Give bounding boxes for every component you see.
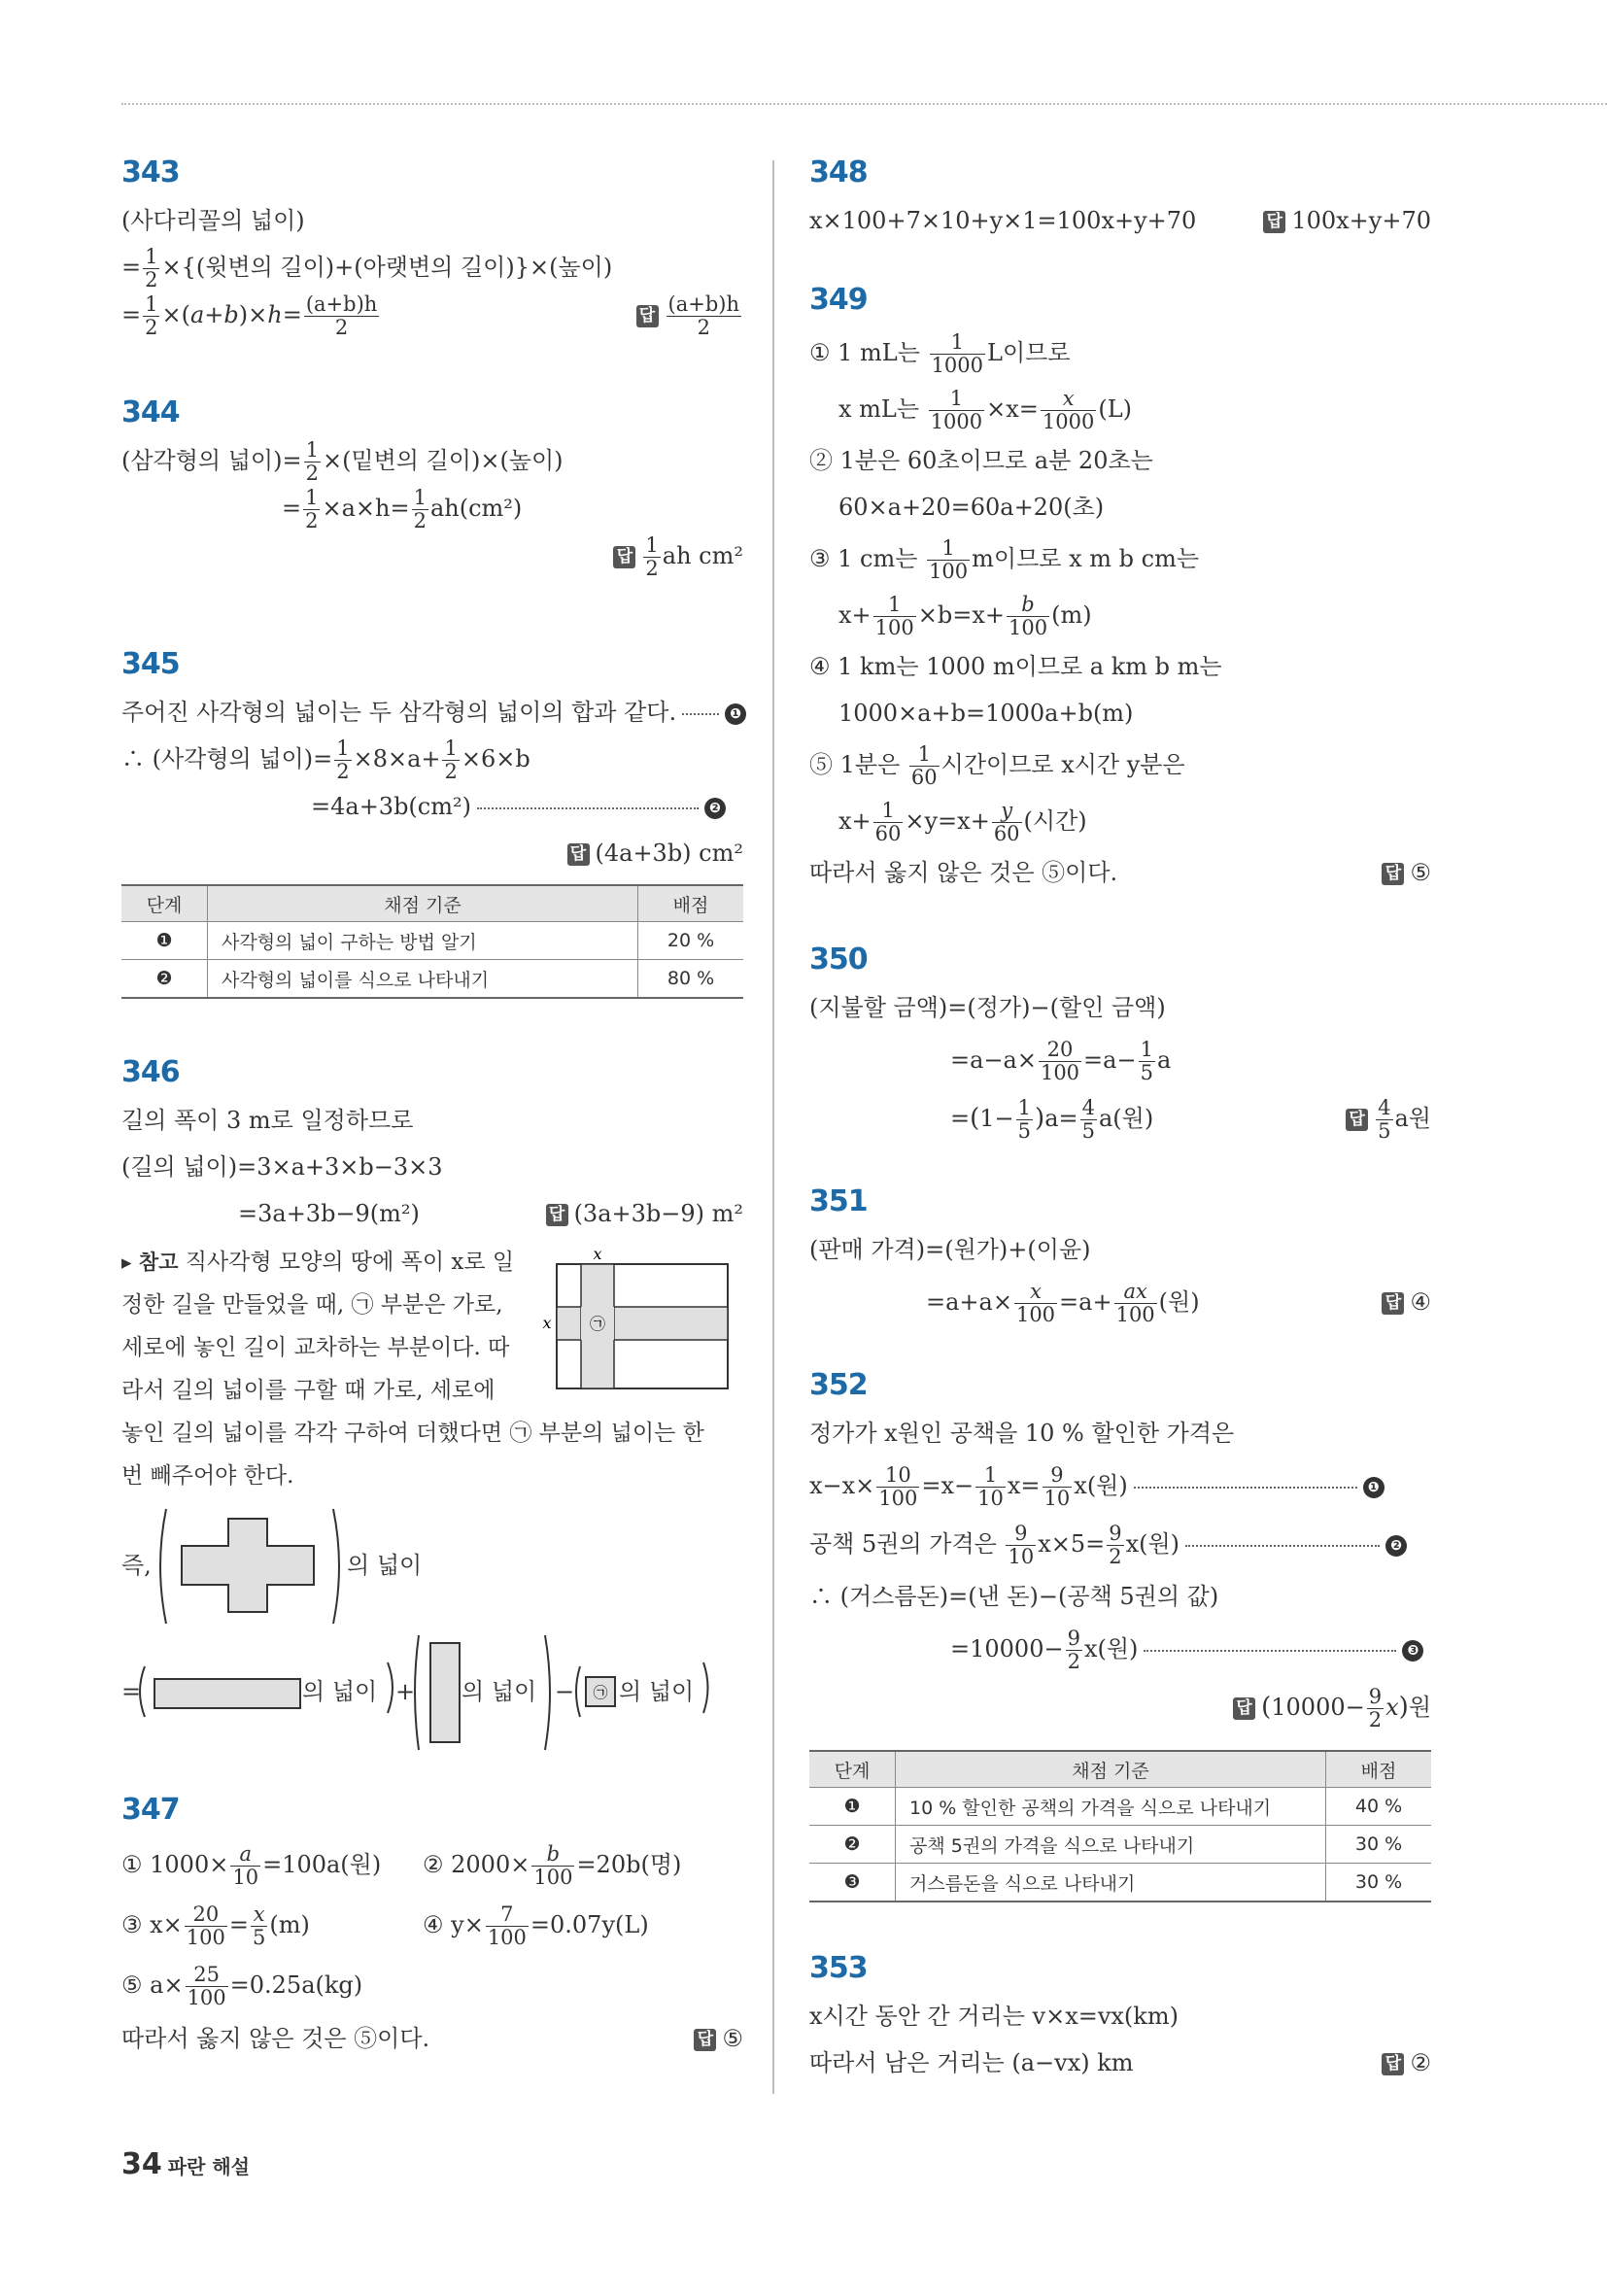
page-footer: [121, 2147, 250, 2181]
solution-line: (길의 넓이)=3×a+3×b−3×3: [121, 1153, 443, 1182]
step-3-marker: ❸: [1402, 1640, 1423, 1662]
solution-line: 주어진 사각형의 넓이는 두 삼각형의 넓이의 합과 같다. ❶: [121, 689, 743, 736]
solution-line: 따라서 옳지 않은 것은 ⑤이다. 답 ⑤: [121, 2015, 743, 2062]
road-diagram: [537, 1249, 732, 1394]
solution-line: = $\frac{1}{2}$ ×{(윗변의 길이)+(아랫변의 길이)}×(높이): [121, 244, 613, 291]
page-number: 34: [121, 2147, 162, 2181]
solution-line: 60×a+20=60a+20(초): [838, 494, 1105, 521]
grading-table: 단계 채점 기준 배점 ❶ 10 % 할인한 공책의 가격을 식으로 나타내기 40 % ❷ 공책 5권의 가격을 식으로 나타내기 30 % ❸ 거스름돈을 식으로 나타내기 30 %: [809, 1750, 1431, 1902]
problem-number: 345: [121, 647, 180, 682]
solution-line: ∴ (사각형의 넓이)= $\frac{1}{2}$ ×8×a+ $\frac{1}{2}$ ×6×b: [121, 737, 530, 784]
answer: 답 (10000− $\frac{9}{2}$ x)원: [1233, 1684, 1431, 1731]
equation-cross: 즉, 의 넓이: [121, 1503, 743, 1629]
left-column: [121, 155, 743, 2118]
cross-shape: [153, 1505, 347, 1628]
solution-line: =a−a× $\frac{20}{100}$ =a− $\frac{1}{5}$ a: [950, 1037, 1172, 1084]
solution-line: ① 1 mL는 $\frac{1}{1000}$ L이므로: [809, 329, 1071, 377]
step-2-marker: ❷: [704, 798, 726, 819]
problem-number: 351: [809, 1184, 868, 1218]
note-box: ▸ 참고 직사각형 모양의 땅에 폭이 x로 일 정한 길을 만들었을 때, ㉠ 부분은 가로, 세로에 놓인 길이 교차하는 부분이다. 따 라서 길의 넓이를 구할 때 가로, 세로에 놓인 길의 넓이를 각각 구하여 더했다면 ㉠ 부분의 넓이는 한 번 빼주어야 한다. ㉠ x x: [121, 1241, 743, 1497]
problem-349: [809, 283, 1431, 896]
solution-line: x mL는 $\frac{1}{1000}$ ×x= $\frac{x}{1000}$ (L): [838, 386, 1133, 433]
note-label: ▸ 참고: [121, 1251, 179, 1275]
svg-text:㉠: ㉠: [589, 1315, 606, 1334]
answer: 답 (4a+3b) cm²: [567, 830, 744, 876]
solution-line: 1000×a+b=1000a+b(m): [838, 700, 1134, 727]
problem-347: [121, 1793, 743, 2062]
table-row: ❸ 거스름돈을 식으로 나타내기 30 %: [809, 1864, 1431, 1902]
answer-line: [121, 532, 743, 591]
solution-line: ⑤ 1분은 $\frac{1}{60}$ 시간이므로 x시간 y분은: [809, 741, 1185, 789]
solution-line: ③ x× $\frac{20}{100}$ = $\frac{x}{5}$ (m) ④ y× $\frac{7}{100}$ =0.07y(L): [121, 1902, 649, 1950]
problem-number: 348: [809, 155, 868, 189]
answer: 답 ⑤: [1382, 849, 1431, 896]
grading-table: 단계 채점 기준 배점 ❶ 사각형의 넓이 구하는 방법 알기 20 % ❷ 사각형의 넓이를 식으로 나타내기 80 %: [121, 884, 743, 999]
step-1-marker: ❶: [725, 703, 746, 725]
fraction: $\frac{1}{2}$: [145, 292, 158, 340]
table-row: ❷ 사각형의 넓이를 식으로 나타내기 80 %: [121, 960, 743, 999]
solution-line: x+ $\frac{1}{100}$ ×b=x+ $\frac{b}{100}$ (m): [838, 592, 1092, 639]
table-row: ❶ 사각형의 넓이 구하는 방법 알기 20 %: [121, 922, 743, 960]
fraction: $\frac{(a+b)h}{2}$: [305, 292, 378, 340]
answer: 답 $\frac{1}{2}$ ah cm²: [613, 532, 743, 580]
solution-line: =(1− $\frac{1}{5}$ )a= $\frac{4}{5}$ a(원) 답 $\frac{4}{5}$ a원: [809, 1089, 1431, 1148]
solution-line: ① 1000× $\frac{a}{10}$ =100a(원) ② 2000× $\frac{b}{100}$ =20b(명): [121, 1842, 682, 1890]
solution-line: (사다리꼴의 넓이): [121, 207, 305, 234]
solution-line: = $\frac{1}{2}$ ×a×h= $\frac{1}{2}$ ah(cm²): [282, 486, 523, 533]
answer-line: [121, 830, 743, 873]
svg-text:x: x: [542, 1314, 552, 1333]
problem-352: [809, 1368, 1431, 1902]
right-column: [809, 155, 1431, 2142]
solution-line: ③ 1 cm는 $\frac{1}{100}$ m이므로 x m b cm는: [809, 535, 1200, 583]
solution-line: ④ 1 km는 1000 m이므로 a km b m는: [809, 653, 1222, 680]
problem-346: [121, 1055, 743, 1756]
fraction: $\frac{1}{2}$: [145, 244, 158, 291]
answer: 답 ④: [1382, 1273, 1431, 1331]
solution-line: 공책 5권의 가격은 $\frac{9}{10}$ x×5= $\frac{9}{2}$ x(원) ❷: [809, 1515, 1431, 1573]
solution-line: =10000− $\frac{9}{2}$ x(원) ❸: [809, 1620, 1431, 1678]
problem-number: 350: [809, 942, 868, 977]
problem-344: [121, 395, 743, 591]
table-row: ❷ 공책 5권의 가격을 식으로 나타내기 30 %: [809, 1826, 1431, 1864]
problem-348: [809, 155, 1431, 244]
problem-number: 347: [121, 1793, 180, 1828]
solution-line: x+ $\frac{1}{60}$ ×y=x+ $\frac{y}{60}$ (시간): [838, 798, 1087, 845]
answer: 답 (3a+3b−9) m²: [546, 1190, 743, 1237]
solution-line: x×100+7×10+y×1=100x+y+70 답 100x+y+70: [809, 197, 1431, 244]
problem-number: 349: [809, 283, 868, 317]
answer-mark: 답: [636, 305, 659, 327]
solution-line: =4a+3b(cm²) ❷: [121, 783, 743, 830]
problem-number: 344: [121, 395, 180, 430]
answer: 답 100x+y+70: [1263, 197, 1431, 244]
problem-number: 353: [809, 1951, 868, 1985]
solution-line: (판매 가격)=(원가)+(이윤): [809, 1236, 1091, 1263]
answer: 답 $\frac{(a+b)h}{2}$: [636, 291, 743, 339]
problem-345: [121, 647, 743, 999]
svg-text:㉠: ㉠: [593, 1684, 608, 1702]
solution-line: x시간 동안 간 거리는 v×x=vx(km): [809, 2003, 1179, 2030]
solution-line: 정가가 x원인 공책을 10 % 할인한 가격은: [809, 1420, 1235, 1447]
solution-line: = $\frac{1}{2}$ ×(a+b)×h= $\frac{(a+b)h}{2}$ 답 $\frac{(a+b)h}{2}$: [121, 291, 743, 339]
problem-number: 352: [809, 1368, 868, 1402]
column-divider: [772, 160, 774, 2094]
solution-line: ② 1분은 60초이므로 a분 20초는: [809, 447, 1153, 474]
solution-line: (지불할 금액)=(정가)−(할인 금액): [809, 994, 1166, 1021]
problem-350: [809, 942, 1431, 1148]
answer: 답 ②: [1382, 2039, 1431, 2086]
answer: 답 $\frac{4}{5}$ a원: [1346, 1089, 1431, 1148]
table-row: ❶ 10 % 할인한 공책의 가격을 식으로 나타내기 40 %: [809, 1788, 1431, 1826]
step-2-marker: ❷: [1385, 1535, 1407, 1557]
solution-line: (삼각형의 넓이)= $\frac{1}{2}$ ×(밑변의 길이)×(높이): [121, 438, 564, 486]
solution-line: 길의 폭이 3 m로 일정하므로: [121, 1107, 414, 1135]
problem-343: [121, 155, 743, 339]
step-1-marker: ❶: [1363, 1477, 1385, 1498]
answer: 답 ⑤: [694, 2015, 743, 2062]
page-label: 파란 해설: [167, 2155, 250, 2178]
solution-line: x−x× $\frac{10}{100}$ =x− $\frac{1}{10}$ x= $\frac{9}{10}$ x(원) ❶: [809, 1456, 1431, 1515]
solution-line: ⑤ a× $\frac{25}{100}$ =0.25a(kg): [121, 1963, 363, 2010]
solution-line: 따라서 옳지 않은 것은 ⑤이다. 답 ⑤: [809, 849, 1431, 896]
equation-decomposition: = 의 넓이 + 의 넓이 − ㉠ 의 넓이: [121, 1629, 743, 1756]
problem-number: 343: [121, 155, 180, 189]
solution-line: 따라서 남은 거리는 (a−vx) km 답 ②: [809, 2039, 1431, 2086]
header-dotted-rule: [121, 103, 1607, 105]
solution-line: ∴ (거스름돈)=(낸 돈)−(공책 5권의 값): [809, 1583, 1219, 1610]
solution-line: =a+a× $\frac{x}{100}$ =a+ $\frac{ax}{100}$ (원) 답 ④: [809, 1273, 1431, 1331]
problem-number: 346: [121, 1055, 180, 1090]
answer-line: [809, 1678, 1431, 1738]
svg-text:x: x: [593, 1249, 602, 1264]
problem-353: [809, 1951, 1431, 2086]
problem-351: [809, 1184, 1431, 1331]
solution-line: =3a+3b−9(m²) 답 (3a+3b−9) m²: [121, 1190, 743, 1237]
